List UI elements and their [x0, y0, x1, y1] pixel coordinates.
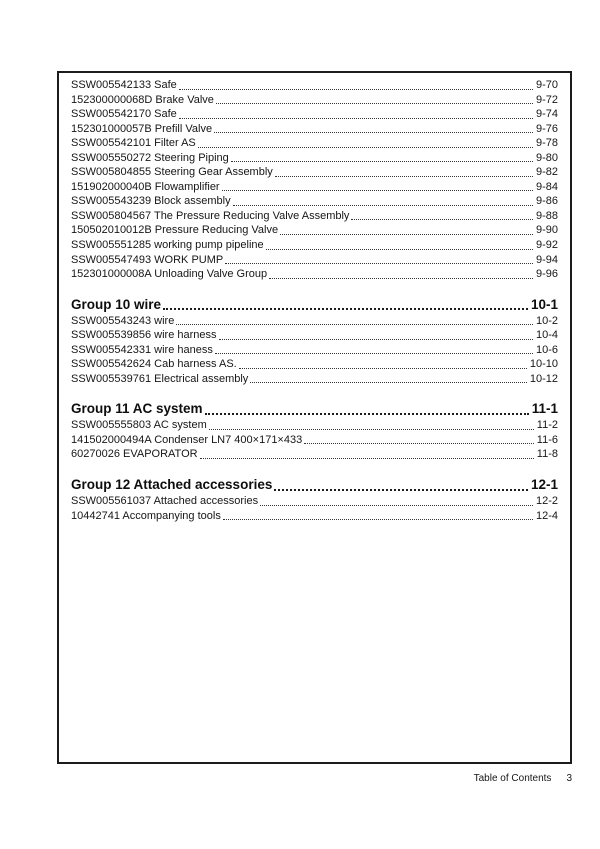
toc-entry-label: SSW005543243 wire	[71, 314, 175, 327]
dot-leader	[179, 89, 533, 90]
toc-entry-page-number: 11-6	[536, 433, 558, 446]
dot-leader	[209, 429, 534, 430]
dot-leader	[200, 458, 534, 459]
toc-entry[interactable]	[71, 418, 558, 433]
toc-entry-page-number: 9-92	[535, 239, 558, 252]
toc-entry-label: 141502000494A Condenser LN7 400×171×433	[71, 433, 303, 446]
toc-group-heading-label: Group 10 wire	[71, 296, 162, 312]
dot-leader	[239, 368, 527, 369]
toc-entry-label: 150502010012B Pressure Reducing Valve	[71, 224, 279, 237]
footer-label: Table of Contents	[473, 773, 552, 784]
toc-entry[interactable]	[71, 343, 558, 358]
toc-entry-page-number: 12-2	[535, 495, 558, 508]
toc-entry-page-number: 9-86	[535, 195, 558, 208]
dot-leader	[275, 176, 533, 177]
toc-entry[interactable]	[71, 267, 558, 282]
toc-group-heading[interactable]	[71, 296, 558, 314]
toc-entry-page-number: 9-90	[535, 224, 558, 237]
dot-leader	[231, 161, 533, 162]
toc-entry-page-number: 9-74	[535, 108, 558, 121]
dot-leader	[266, 249, 533, 250]
toc-entry-label: SSW005561037 Attached accessories	[71, 495, 259, 508]
toc-group-heading-label: Group 11 AC system	[71, 401, 203, 417]
toc-entry-page-number: 9-96	[535, 268, 558, 281]
toc-entry-label: SSW005542170 Safe	[71, 108, 177, 121]
toc-border-box	[57, 71, 572, 764]
dot-leader	[223, 519, 533, 520]
toc-group-page-number: 12-1	[530, 477, 558, 493]
toc-entry-label: SSW005542101 Filter AS	[71, 137, 196, 150]
dot-leader	[179, 118, 533, 119]
dot-leader	[176, 324, 533, 325]
toc-entry[interactable]	[71, 194, 558, 209]
toc-entry-label: 152301000057B Prefill Valve	[71, 122, 213, 135]
toc-entry-label: SSW005542624 Cab harness AS.	[71, 358, 237, 371]
toc-entry-page-number: 10-12	[529, 372, 558, 385]
dot-leader	[225, 263, 533, 264]
dot-leader	[214, 132, 533, 133]
toc-entry-label: SSW005804855 Steering Gear Assembly	[71, 166, 273, 179]
toc-group-heading-label: Group 12 Attached accessories	[71, 477, 273, 493]
toc-entry-page-number: 11-8	[536, 448, 558, 461]
toc-entry-label: 60270026 EVAPORATOR	[71, 448, 198, 461]
toc-entry-page-number: 9-94	[535, 253, 558, 266]
dot-leader	[351, 219, 533, 220]
dot-leader	[250, 382, 527, 383]
toc-section	[71, 78, 558, 282]
page-footer	[0, 773, 572, 784]
toc-entry-page-number: 10-2	[535, 314, 558, 327]
toc-entry[interactable]	[71, 314, 558, 329]
toc-entry-label: SSW005550272 Steering Piping	[71, 151, 229, 164]
toc-entry-label: 151902000040B Flowamplifier	[71, 180, 220, 193]
toc-entry-page-number: 9-72	[535, 93, 558, 106]
toc-entry-label: 10442741 Accompanying tools	[71, 509, 221, 522]
toc-group-page-number: 11-1	[531, 401, 558, 417]
toc-entry[interactable]	[71, 328, 558, 343]
toc-entry[interactable]	[71, 107, 558, 122]
toc-entry[interactable]	[71, 433, 558, 448]
dot-leader	[222, 190, 533, 191]
toc-entry-label: 152301000008A Unloading Valve Group	[71, 268, 268, 281]
toc-group-heading[interactable]	[71, 476, 558, 494]
dot-leader	[280, 234, 533, 235]
toc-entry-page-number: 9-84	[535, 180, 558, 193]
toc-entry-page-number: 10-10	[529, 358, 558, 371]
toc-entry-label: SSW005804567 The Pressure Reducing Valve Assembly	[71, 209, 350, 222]
toc-entry-label: SSW005551285 working pump pipeline	[71, 239, 264, 252]
dot-leader	[215, 353, 533, 354]
toc-entry-page-number: 9-82	[535, 166, 558, 179]
toc-entry-label: SSW005539761 Electrical assembly	[71, 372, 249, 385]
dot-leader	[219, 339, 533, 340]
toc-entry[interactable]	[71, 136, 558, 151]
dot-leader	[269, 278, 533, 279]
toc-entry[interactable]	[71, 253, 558, 268]
toc-entry[interactable]	[71, 447, 558, 462]
toc-entry-label: SSW005543239 Block assembly	[71, 195, 231, 208]
toc-section	[71, 296, 558, 387]
toc-section	[71, 476, 558, 523]
dot-leader	[304, 443, 534, 444]
toc-entry-page-number: 9-70	[535, 79, 558, 91]
footer-page-number: 3	[566, 773, 572, 784]
toc-entry-page-number: 9-76	[535, 122, 558, 135]
toc-entry[interactable]	[71, 165, 558, 180]
toc-entry-label: SSW005547493 WORK PUMP	[71, 253, 224, 266]
toc-entry[interactable]	[71, 372, 558, 387]
table-of-contents	[71, 78, 558, 523]
toc-entry[interactable]	[71, 223, 558, 238]
toc-entry-page-number: 9-88	[535, 209, 558, 222]
toc-entry[interactable]	[71, 209, 558, 224]
toc-entry-page-number: 9-78	[535, 137, 558, 150]
toc-entry[interactable]	[71, 151, 558, 166]
toc-entry[interactable]	[71, 122, 558, 137]
toc-entry[interactable]	[71, 509, 558, 524]
toc-entry[interactable]	[71, 238, 558, 253]
toc-entry-page-number: 10-4	[535, 329, 558, 342]
toc-entry-label: SSW005555803 AC system	[71, 419, 207, 432]
dot-leader	[163, 308, 528, 310]
toc-entry[interactable]	[71, 494, 558, 509]
dot-leader	[233, 205, 533, 206]
dot-leader	[216, 103, 533, 104]
toc-entry-page-number: 9-80	[535, 151, 558, 164]
toc-entry[interactable]	[71, 93, 558, 108]
toc-group-page-number: 10-1	[530, 296, 558, 312]
dot-leader	[274, 489, 528, 491]
toc-entry-page-number: 12-4	[535, 509, 558, 522]
toc-entry-label: 152300000068D Brake Valve	[71, 93, 214, 106]
toc-group-heading[interactable]	[71, 400, 558, 418]
toc-entry-page-number: 11-2	[536, 419, 558, 432]
toc-section	[71, 400, 558, 462]
toc-entry[interactable]	[71, 180, 558, 195]
dot-leader	[205, 413, 529, 415]
toc-entry[interactable]	[71, 78, 558, 93]
toc-entry-page-number: 10-6	[535, 343, 558, 356]
toc-entry[interactable]	[71, 357, 558, 372]
toc-entry-label: SSW005539856 wire harness	[71, 329, 217, 342]
dot-leader	[198, 147, 533, 148]
toc-entry-label: SSW005542331 wire haness	[71, 343, 213, 356]
toc-entry-label: SSW005542133 Safe	[71, 79, 177, 91]
dot-leader	[260, 505, 533, 506]
